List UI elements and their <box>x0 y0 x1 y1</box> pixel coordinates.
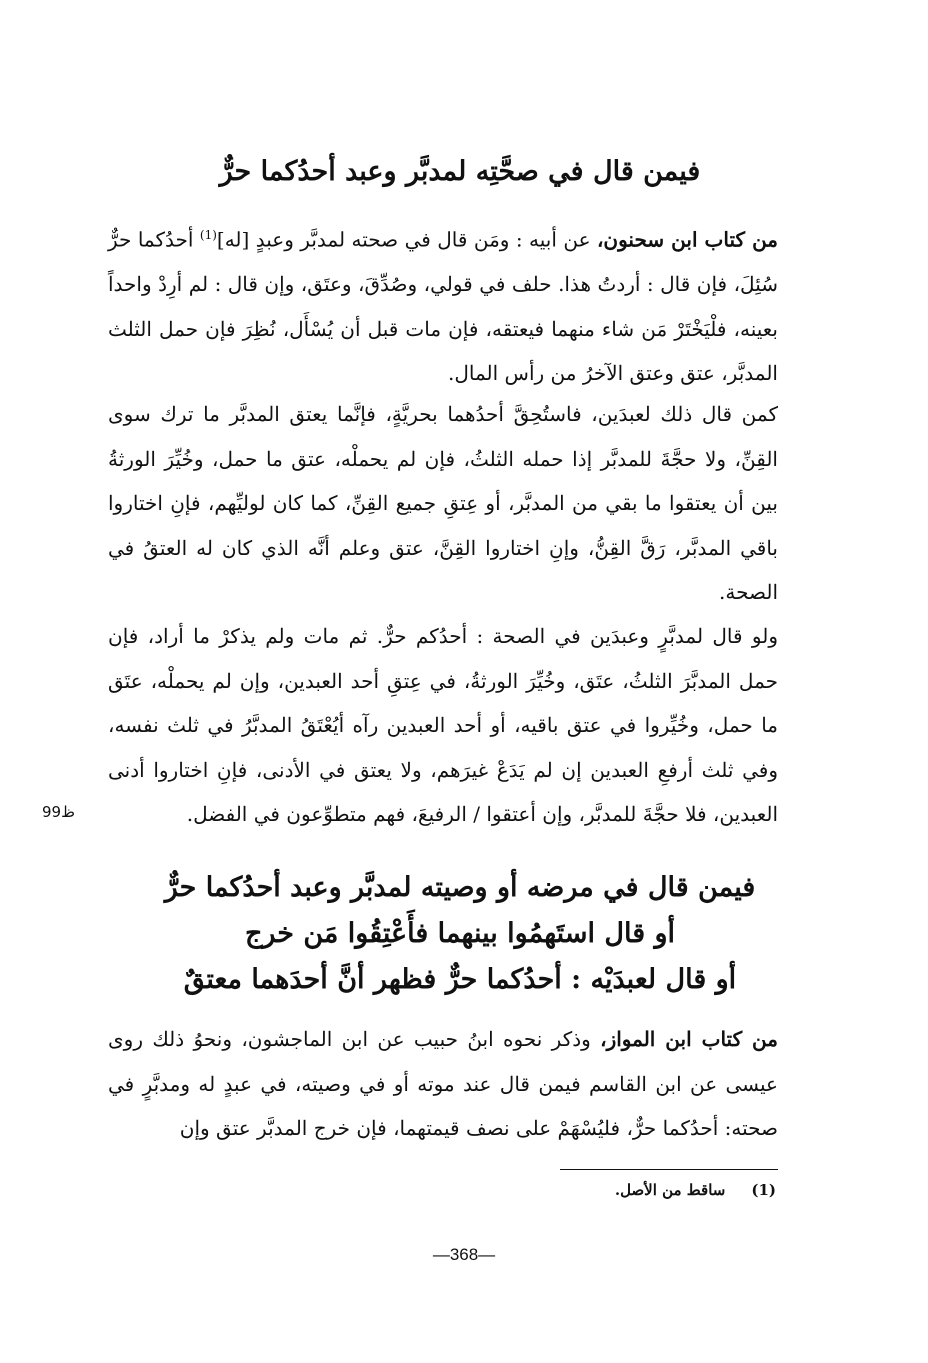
paragraph-1 <box>108 213 778 396</box>
paragraph-4 <box>108 1017 778 1151</box>
margin-folio-marker: ظ99 <box>42 803 75 821</box>
footnote-text: ساقط من الأصل. <box>614 1181 726 1199</box>
footnote-ref: (1) <box>199 228 217 242</box>
section-title-line-3: أو قال لعبدَيْه : أحدُكما حرٌّ فظهر أنَّ أحدَهما معتقٌ <box>183 964 737 995</box>
source-citation: من كتاب ابن المواز، <box>600 1027 778 1051</box>
page-number: —368— <box>432 1245 496 1264</box>
section-title: فيمن قال في صحَّتِه لمدبَّر وعبد أحدُكما حرٌّ <box>219 156 701 187</box>
paragraph-text: وذكر نحوه ابنُ حبيب عن ابن الماجشون، ونحوُ ذلك روى عيسى عن ابن القاسم فيمن قال عند موته أو في وصيته، في عبدٍ له ومدبَّرٍ في صحته: أحدُكما حرٌّ، فليُسْهَمْ على نصف قيمتهما، فإن خرج المدبَّر عتق وإن <box>108 1027 778 1140</box>
paragraph-text: عن أبيه : ومَن قال في صحته لمدبَّر وعبدٍ [له] <box>216 227 591 252</box>
footnote-number: (1) <box>751 1181 776 1199</box>
paragraph-3: ولو قال لمدبَّرٍ وعبدَين في الصحة : أحدُكم حرٌّ. ثم مات ولم يذكرْ ما أراد، فإن حمل المدبَّرَ الثلثُ، عتَق، وخُيِّرَ الورثةُ، في عِتقِ أحد العبدين، وإن لم يحملْه، عتَق ما حمل، وخُيِّروا في عتق باقيه، أو أحد العبدين رآه أيُعْتَقُ المدبَّرُ في ثلث نفسه، وفي ثلث أرفعِ العبدين إن لم يَدَعْ غيرَهم، ولا يعتق في الأدنى، فإنِ اختاروا أدنى العبدين، فلا حجَّةَ للمدبَّر، وإن أعتقوا / الرفيعَ، فهم متطوِّعون في الفضل. <box>108 624 778 826</box>
section-title-line-1: فيمن قال في مرضه أو وصيته لمدبَّر وعبد أحدُكما حرٌّ <box>164 872 756 903</box>
paragraph-2: كمن قال ذلك لعبدَين، فاستُحِقَّ أحدُهما بحريَّةٍ، فإنَّما يعتق المدبَّر ما ترك سوى القِنِّ، ولا حجَّةَ للمدبَّر إذا حمله الثلثُ، فإن لم يحملْه، عتق ما حمل، وخُيِّرَ الورثةُ بين أن يعتقوا ما بقي من المدبَّر، أو عِتقِ جميع القِنِّ، كما كان لوليِّهم، فإنِ اختاروا باقي المدبَّر، رَقَّ القِنُّ، وإنِ اختاروا القِنَّ، عتق وعلم أنَّه الذي كان له العتقُ في الصحة. <box>108 402 778 604</box>
paragraph-text: أحدُكما حرٌّ سُئِلَ، فإن قال : أردتُ هذا. حلف في قولي، وصُدِّقَ، وعتَق، وإن قال : لم أرِدْ واحداً بعينه، فلْيَخْتَرْ مَن شاء منهما فيعتقه، فإن مات قبل أن يُسْأَل، نُظِرَ فإن حمل الثلث المدبَّر، عتق وعتق الآخرُ من رأس المال. <box>108 227 778 386</box>
source-citation: من كتاب ابن سحنون، <box>596 227 779 252</box>
section-title-line-2: أو قال استَهمُوا بينهما فأَعْتِقُوا مَن خرج <box>244 918 676 949</box>
footnote <box>400 1181 776 1199</box>
footnote-divider <box>560 1169 778 1170</box>
